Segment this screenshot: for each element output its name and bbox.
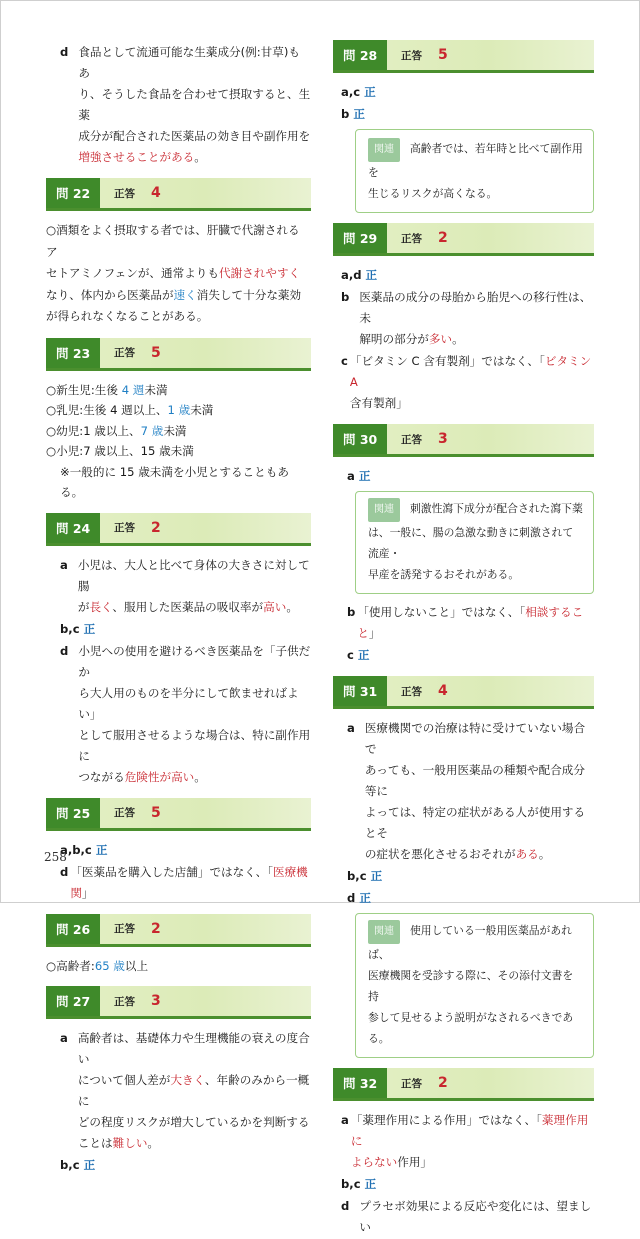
question-number: 問 29 [333,223,387,253]
question-number: 問 23 [46,338,100,368]
age-definition-list [46,380,311,503]
question-header-27 [46,986,311,1019]
correct-answer-value: 2 [151,920,161,937]
related-note: 関連 使用している一般用医薬品があれば、 医療機関を受診する際に、その添付文書を持 参して見せるよう説明がなされるべきである。 [355,913,594,1058]
related-note: 関連 高齢者では、若年時と比べて副作用を 生じるリスクが高くなる。 [355,129,594,213]
answer-item-b: b 正 [341,107,365,121]
correct-answer-label: 正答 [114,347,135,359]
correct-answer-label: 正答 [401,1077,422,1090]
correct-mark: 正 [370,869,383,883]
question-number: 問 24 [46,513,100,543]
correct-mark: 正 [359,891,371,905]
question-number: 問 26 [46,914,100,944]
answer-item-d: d 「医薬品を購入した店舗」ではなく、「医療機関」 [60,864,308,900]
related-tag: 関連 [368,920,400,944]
answer-item-bc: b,c 正 [341,1177,377,1191]
correct-mark: 正 [358,469,371,483]
correct-mark: 正 [364,1177,377,1191]
related-tag: 関連 [368,498,400,522]
correct-mark: 正 [83,621,96,636]
question-number: 問 31 [333,676,387,706]
answer-item-d: d 小児への使用を避けるべき医薬品を「子供だか ら大人用のものを半分にして飲ませればよい」 として服用させるような場合は、特に副作用に つながる危険性が高い。 [60,643,311,784]
list-item: ○新生児:生後 4 週未満 [46,382,168,397]
answer-item-bc: b,c 正 [60,621,96,636]
correct-answer-value: 3 [438,431,448,447]
answer-item-a: a 「薬理作用による作用」ではなく、「薬理作用に よらない作用」 [341,1113,589,1169]
correct-answer-value: 4 [438,683,448,699]
question-number: 問 28 [333,40,387,70]
correct-answer-value: 5 [151,804,161,821]
correct-mark: 正 [83,1158,96,1172]
question-number: 問 22 [46,178,100,208]
left-column [46,40,311,1177]
correct-answer-value: 3 [151,993,161,1009]
right-column [333,40,594,1239]
correct-mark: 正 [95,842,108,857]
correct-answer-value: 4 [151,185,161,201]
question-header-31 [333,676,594,709]
question-header-29 [333,223,594,256]
list-item: ○小児:7 歳以上、15 歳未満 [46,444,194,458]
correct-answer-value: 2 [438,1075,448,1091]
correct-mark: 正 [364,85,376,99]
answer-item-c: c 「ビタミン C 含有製剤」ではなく、「ビタミン A 含有製剤」 [341,354,592,410]
item-label: d [60,45,69,59]
answer-item-a: a 小児は、大人と比べて身体の大きさに対して腸 が長く、服用した医薬品の吸収率が高い。 [60,557,310,614]
list-item: ○幼児:1 歳以上、7 歳未満 [46,423,187,438]
answer-item-a: a 高齢者は、基礎体力や生理機能の衰えの度合い について個人差が大きく、年齢のみから一概に どの程度リスクが増大しているかを判断する ことは難しい。 [60,1031,310,1150]
question-header-25 [46,798,311,831]
correct-answer-label: 正答 [114,923,135,935]
correct-mark: 正 [357,648,370,662]
answer-item-b: b 「使用しないこと」ではなく、「相談すること」 [347,605,584,640]
question-header-32 [333,1068,594,1101]
correct-mark: 正 [365,268,378,282]
answer-item-ad: a,d 正 [341,268,378,282]
answer-item-d: d プラセボ効果による反応や変化には、望ましい [341,1199,592,1234]
correct-answer-label: 正答 [114,522,135,534]
question-header-30 [333,424,594,457]
page-number: 258 [44,850,67,864]
answer-item-d [46,42,311,168]
question-number: 問 27 [46,986,100,1016]
answer-item-abc: a,b,c 正 [60,842,108,857]
related-tag: 関連 [368,138,400,162]
correct-answer-label: 正答 [114,187,135,200]
question-header-28 [333,40,594,73]
correct-answer-value: 2 [151,519,161,536]
answer-item-d: d 正 [347,891,371,905]
question-number: 問 25 [46,798,100,828]
question-number: 問 30 [333,424,387,454]
question-header-24 [46,513,311,546]
correct-answer-label: 正答 [401,433,422,446]
correct-answer-label: 正答 [401,232,422,245]
answer-item-b: b 医薬品の成分の母胎から胎児への移行性は、未 解明の部分が多い。 [341,290,592,346]
question-header-22 [46,178,311,211]
correct-answer-label: 正答 [114,807,135,819]
item-text: 食品として流通可能な生薬成分(例:甘草)もあ り、そうした食品を合わせて摂取すると、生薬 成分が配合された医薬品の効き目や副作用を 増強させることがある。 [78,45,311,164]
answer-item-a: a 正 [347,469,371,483]
answer-item-a: a 医療機関での治療は特に受けていない場合で あっても、一般用医薬品の種類や配合成分等に よっては、特定の症状がある人が使用するとそ の症状を悪化させるおそれがある。 [347,721,586,861]
list-item: ○乳児:生後 4 週以上、1 歳未満 [46,403,214,417]
answer-item-c: c 正 [347,648,370,662]
correct-answer-value: 5 [438,47,448,63]
related-note: 関連 刺激性瀉下成分が配合された瀉下薬 は、一般に、腸の急激な動きに刺激されて流産・ 早産を誘発するおそれがある。 [355,491,594,594]
question-header-23 [46,338,311,371]
correct-answer-label: 正答 [401,685,422,698]
note-text: ※一般的に 15 歳未満を小児とすることもある。 [60,464,289,499]
correct-mark: 正 [353,107,365,121]
correct-answer-label: 正答 [401,49,422,62]
explanation-text: ○高齢者:65 歳以上 [46,958,149,973]
question-number: 問 32 [333,1068,387,1098]
correct-answer-value: 2 [438,230,448,246]
correct-answer-label: 正答 [114,995,135,1008]
correct-answer-value: 5 [151,344,161,361]
question-header-26 [46,914,311,947]
answer-item-bc: b,c 正 [347,869,383,883]
explanation-text: ○酒類をよく摂取する者では、肝臓で代謝されるア セトアミノフェンが、通常よりも代謝されやすく なり、体内から医薬品が速く消失して十分な薬効 が得られなくなることがある。 [46,223,302,323]
answer-item-ac: a,c 正 [341,85,376,99]
answer-item-bc: b,c 正 [60,1158,96,1172]
